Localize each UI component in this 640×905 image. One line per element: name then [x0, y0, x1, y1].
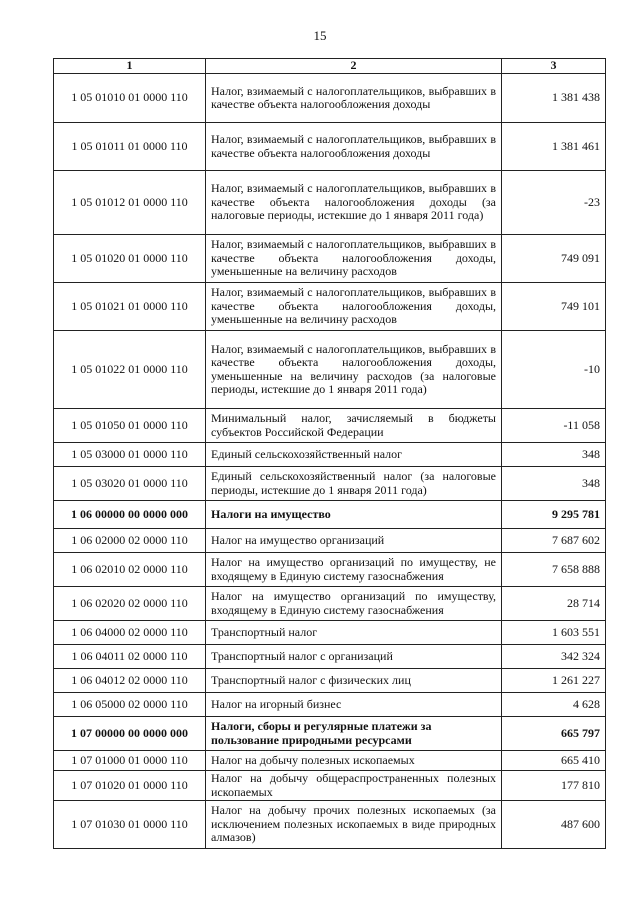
table-row	[54, 669, 606, 693]
row-code: 1 07 01020 01 0000 110	[54, 771, 206, 801]
row-code: 1 05 03000 01 0000 110	[54, 443, 206, 467]
row-name: Налог на добычу прочих полезных ископаемых (за исключением полезных ископаемых в виде природных алмазов)	[206, 801, 502, 849]
column-header-code: 1	[54, 59, 206, 74]
row-amount: 487 600	[502, 801, 606, 849]
table-row	[54, 717, 606, 751]
row-name: Транспортный налог	[206, 621, 502, 645]
row-code: 1 05 01012 01 0000 110	[54, 171, 206, 235]
row-code: 1 07 01000 01 0000 110	[54, 751, 206, 771]
table-row	[54, 587, 606, 621]
table-row	[54, 443, 606, 467]
row-code: 1 06 02000 02 0000 110	[54, 529, 206, 553]
row-name: Налог, взимаемый с налогоплательщиков, выбравших в качестве объекта налогообложения доходы, уменьшенные на величину расходов (за налоговые периоды, истекшие до 1 января 2011 года)	[206, 331, 502, 409]
table-row	[54, 409, 606, 443]
row-amount: 348	[502, 443, 606, 467]
table-row	[54, 751, 606, 771]
table-row	[54, 331, 606, 409]
table-row	[54, 74, 606, 123]
row-name: Минимальный налог, зачисляемый в бюджеты субъектов Российской Федерации	[206, 409, 502, 443]
row-amount: 1 381 461	[502, 123, 606, 171]
row-amount: 28 714	[502, 587, 606, 621]
row-code: 1 05 01020 01 0000 110	[54, 235, 206, 283]
row-name: Налог на добычу полезных ископаемых	[206, 751, 502, 771]
row-code: 1 05 01021 01 0000 110	[54, 283, 206, 331]
table-body	[54, 74, 606, 849]
row-name: Налог, взимаемый с налогоплательщиков, выбравших в качестве объекта налогообложения доходы (за налоговые периоды, истекшие до 1 января 2011 года)	[206, 171, 502, 235]
table-row	[54, 801, 606, 849]
row-code: 1 07 00000 00 0000 000	[54, 717, 206, 751]
table-row	[54, 501, 606, 529]
table-row	[54, 467, 606, 501]
row-name: Налог на имущество организаций	[206, 529, 502, 553]
table-row	[54, 529, 606, 553]
row-name: Налог на имущество организаций по имуществу, не входящему в Единую систему газоснабжения	[206, 553, 502, 587]
row-amount: 7 687 602	[502, 529, 606, 553]
row-amount: 749 101	[502, 283, 606, 331]
row-amount: -11 058	[502, 409, 606, 443]
row-amount: 177 810	[502, 771, 606, 801]
row-amount: 348	[502, 467, 606, 501]
row-code: 1 07 01030 01 0000 110	[54, 801, 206, 849]
row-code: 1 05 03020 01 0000 110	[54, 467, 206, 501]
row-name: Налог на игорный бизнес	[206, 693, 502, 717]
row-name: Налог, взимаемый с налогоплательщиков, выбравших в качестве объекта налогообложения доходы, уменьшенные на величину расходов	[206, 283, 502, 331]
column-header-amount: 3	[502, 59, 606, 74]
row-code: 1 05 01010 01 0000 110	[54, 74, 206, 123]
page-number: 15	[313, 28, 327, 43]
row-code: 1 06 04000 02 0000 110	[54, 621, 206, 645]
table-row	[54, 693, 606, 717]
row-code: 1 06 04012 02 0000 110	[54, 669, 206, 693]
row-amount: 7 658 888	[502, 553, 606, 587]
row-amount: 9 295 781	[502, 501, 606, 529]
row-code: 1 05 01011 01 0000 110	[54, 123, 206, 171]
row-amount: 1 603 551	[502, 621, 606, 645]
table-row	[54, 235, 606, 283]
row-code: 1 06 05000 02 0000 110	[54, 693, 206, 717]
row-code: 1 06 04011 02 0000 110	[54, 645, 206, 669]
table-row	[54, 771, 606, 801]
row-name: Налог на добычу общераспространенных полезных ископаемых	[206, 771, 502, 801]
row-name: Налоги, сборы и регулярные платежи за пользование природными ресурсами	[206, 717, 502, 751]
column-header-name: 2	[206, 59, 502, 74]
table-row	[54, 553, 606, 587]
table-row	[54, 283, 606, 331]
row-code: 1 05 01050 01 0000 110	[54, 409, 206, 443]
row-code: 1 06 00000 00 0000 000	[54, 501, 206, 529]
row-amount: 749 091	[502, 235, 606, 283]
row-amount: 4 628	[502, 693, 606, 717]
table-row	[54, 621, 606, 645]
row-name: Налог на имущество организаций по имуществу, входящему в Единую систему газоснабжения	[206, 587, 502, 621]
row-code: 1 06 02020 02 0000 110	[54, 587, 206, 621]
row-name: Транспортный налог с организаций	[206, 645, 502, 669]
row-amount: 342 324	[502, 645, 606, 669]
row-name: Единый сельскохозяйственный налог	[206, 443, 502, 467]
row-name: Налог, взимаемый с налогоплательщиков, выбравших в качестве объекта налогообложения доходы	[206, 123, 502, 171]
row-amount: 1 261 227	[502, 669, 606, 693]
row-name: Единый сельскохозяйственный налог (за налоговые периоды, истекшие до 1 января 2011 года)	[206, 467, 502, 501]
revenue-table	[53, 58, 606, 849]
table-header-row	[54, 59, 606, 74]
row-name: Налоги на имущество	[206, 501, 502, 529]
row-name: Налог, взимаемый с налогоплательщиков, выбравших в качестве объекта налогообложения доходы, уменьшенные на величину расходов	[206, 235, 502, 283]
table-row	[54, 123, 606, 171]
row-amount: -23	[502, 171, 606, 235]
row-amount: 665 797	[502, 717, 606, 751]
row-amount: 665 410	[502, 751, 606, 771]
row-name: Налог, взимаемый с налогоплательщиков, выбравших в качестве объекта налогообложения доходы	[206, 74, 502, 123]
row-amount: -10	[502, 331, 606, 409]
table-row	[54, 645, 606, 669]
row-code: 1 05 01022 01 0000 110	[54, 331, 206, 409]
row-name: Транспортный налог с физических лиц	[206, 669, 502, 693]
row-code: 1 06 02010 02 0000 110	[54, 553, 206, 587]
table-row	[54, 171, 606, 235]
row-amount: 1 381 438	[502, 74, 606, 123]
